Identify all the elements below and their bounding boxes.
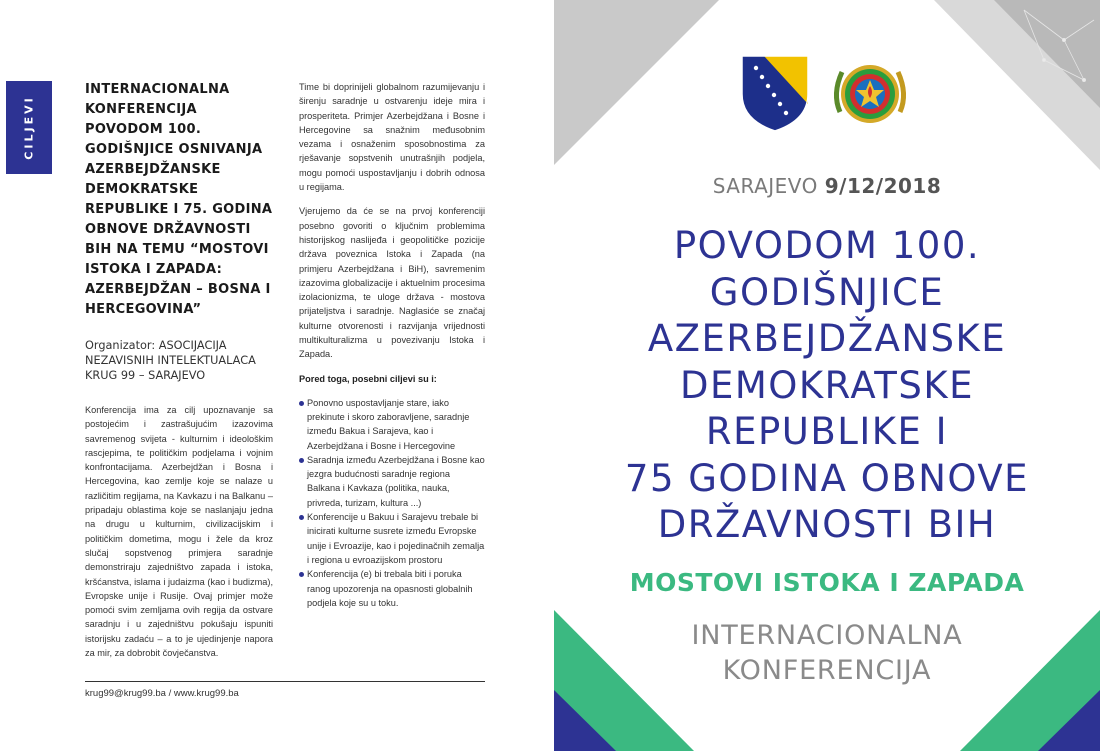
conference-label-line: KONFERENCIJA: [722, 655, 932, 686]
paragraph-1: Time bi doprinijeli globalnom razumijevanju i širenju saradnje u ostvarenju ideje mira i prosperiteta. Primjer Azerbejdžana i Bosne i Hercegovine sa snažnim međusobnim vezama i osnaženim sposobnostima za rješavanje sopstvenih unutrašnjih podjela, mogu pomoći uspostavljanju i dobrih odnosa u regijama.: [299, 82, 485, 193]
column-left: [85, 80, 273, 660]
cover-title-line: AZERBEJDŽANSKE: [647, 317, 1007, 360]
cover-title-line: 75 GODINA OBNOVE: [624, 456, 1030, 500]
footer-divider: [85, 681, 485, 682]
list-item: [299, 396, 485, 453]
intro-paragraph: Konferencija ima za cilj upoznavanje sa postojećim i zastrašujućim izazovima savremenog svijeta - kulturnim i ideološkim rascjepima, te političkim podjelama i vojnim konfrontacijama. Azerbejdžan i Bosna i Hercegovina, kao zemlje koje se nalaze u različitim regijama, na Kavkazu i na Balkanu – pripadaju oblastima koje se naslanjaju jedna na drugu u kulturnim, civilizacijskim i političkim dometima, mogu i žele da kroz slučaj sopstvenog primjera saradnje demonstriraju zajedništvo zapada i istoka, kršćanstva, islama i judaizma (kao i budizma), Evropske unije i Rusije. Ovaj primjer može pomoći svim zemljama ovih regija da ostvare saradnju i u zajedništvu pokušaju ispuniti istorijsku zadaću – a to je ujedinjenje napora za mir, za dobrobit čovječanstva.: [85, 405, 273, 659]
cover-title-line: REPUBLIKE I: [705, 410, 949, 453]
bullet-icon: [299, 515, 304, 520]
cover-title-line: DEMOKRATSKE: [679, 363, 975, 407]
conference-title: INTERNACIONALNA KONFERENCIJA POVODOM 100. GODIŠNJICE OSNIVANJA AZERBEJDŽANSKE DEMOKRATSKE REPUBLIKE I 75. GODINA OBNOVE DRŽAVNOSTI BIH NA TEMU “MOSTOVI ISTOKA I ZAPADA: AZERBEJDŽAN – BOSNA I HERCEGOVINA”: [85, 82, 273, 317]
bosnia-coat-of-arms-icon: [742, 56, 808, 131]
cover-title-line: DRŽAVNOSTI BIH: [657, 503, 997, 546]
event-city: SARAJEVO: [712, 174, 818, 198]
event-date: [554, 174, 1100, 198]
cover-title-line: POVODOM 100.: [673, 224, 981, 267]
list-item-text: Ponovno uspostavljanje stare, iako prekinute i skoro zaboravljene, saradnje između Bakua i Sarajeva, kao i Azerbejdžana i Bosne i Hercegovine: [307, 397, 470, 451]
section-tab: [6, 81, 52, 174]
section-tab-label: CILJEVI: [22, 95, 36, 160]
list-item: [299, 453, 485, 510]
cover-title: [554, 223, 1100, 549]
list-item: [299, 510, 485, 567]
cover-title-line: GODIŠNJICE: [709, 270, 945, 314]
azerbaijan-emblem-icon: [836, 65, 903, 123]
bullet-icon: [299, 458, 304, 463]
corner-top-left-gray: [554, 0, 719, 165]
event-date-value: 9/12/2018: [824, 174, 942, 198]
conference-label-line: INTERNACIONALNA: [691, 620, 963, 651]
list-item-text: Saradnja između Azerbejdžana i Bosne kao jezgra budućnosti saradnje regiona Balkana i Kavkaza (politika, nauka, privreda, turizam, kultura ...): [307, 454, 485, 508]
list-item-text: Konferencija (e) bi trebala biti i poruka ranog upozorenja na opasnosti globalnih podjela koje su u toku.: [307, 569, 473, 608]
list-item-text: Konferencije u Bakuu i Sarajevu trebale bi inicirati kulturne susrete između Evropske unije i Evroazije, kao i pojedinačnih zemalja i regiona u evroazijskom prostoru: [307, 512, 485, 565]
footer-contact: krug99@krug99.ba / www.krug99.ba: [85, 688, 239, 699]
paragraph-2: Vjerujemo da će se na prvoj konferenciji posebno govoriti o ključnim problemima historijskog naslijeđa i geopolitičke pozicije država poveznica Istoka i Zapada (na primjeru Azerbejdžana i BiH), savremenim izazovima globalizacije i aktuelnim procesima izolacionizma, te uloge država - mostova prijateljstva i saradnje. Naglasiće se značaj kulturne otvorenosti i razvijanja vrijednosti multikulturalizma u povezivanju Istoka i Zapada.: [299, 206, 485, 360]
goals-lead: Pored toga, posebni ciljevi su i:: [299, 373, 437, 384]
organizer-text: Organizator: ASOCIJACIJA NEZAVISNIH INTELEKTUALACA KRUG 99 – SARAJEVO: [85, 339, 256, 382]
list-item: [299, 567, 485, 610]
cover-page: [554, 0, 1100, 751]
column-right: [299, 80, 485, 610]
bullet-icon: [299, 572, 304, 577]
emblems: [742, 54, 912, 134]
goals-list: [299, 396, 485, 610]
cover-subtitle: MOSTOVI ISTOKA I ZAPADA: [629, 568, 1025, 597]
conference-label: [554, 618, 1100, 688]
bullet-icon: [299, 401, 304, 406]
